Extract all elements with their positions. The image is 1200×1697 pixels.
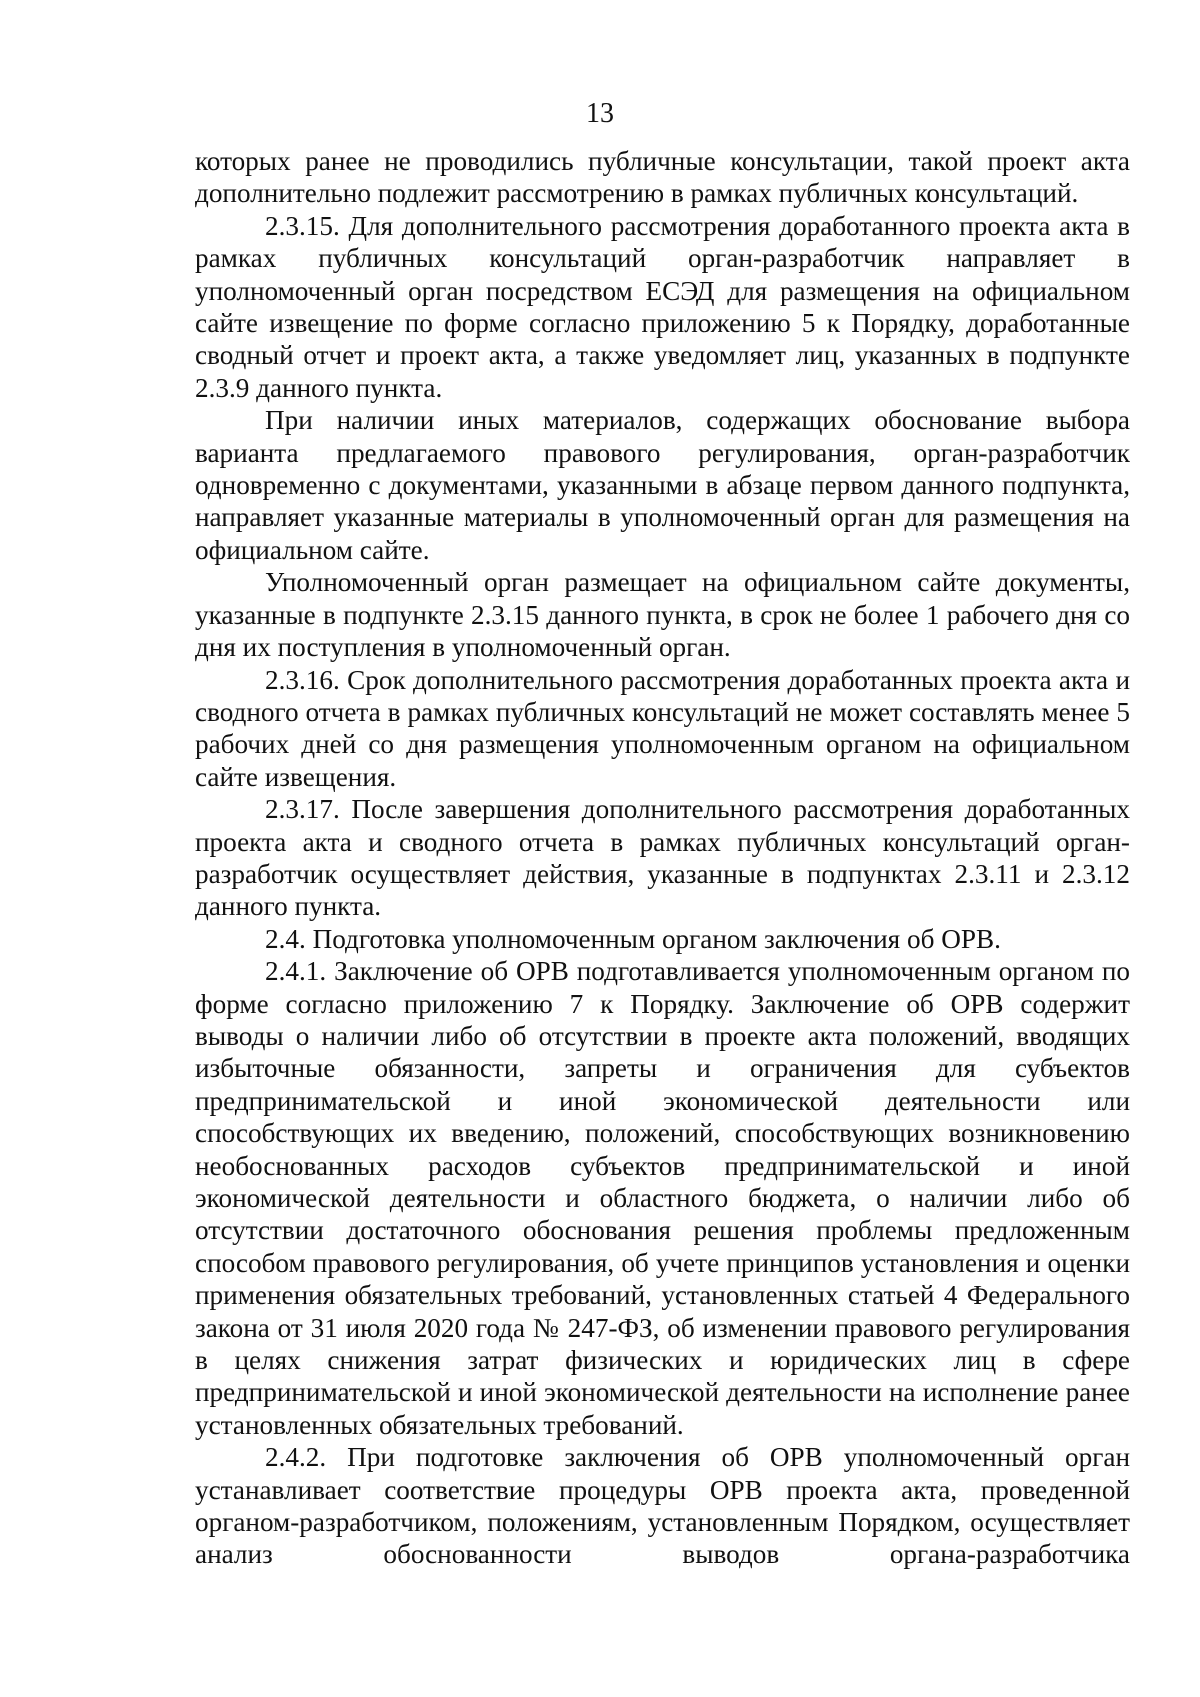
paragraph-2-3-15: 2.3.15. Для дополнительного рассмотрения доработанного проекта акта в рамках публичных консультаций орган-разработчик направляет в уполномоченный орган посредством ЕСЭД для размещения на официальном сайте извещение по форме согласно приложению 5 к Порядку, доработанные сводный отчет и проект акта, а также уведомляет лиц, указанных в подпункте 2.3.9 данного пункта. bbox=[195, 210, 1130, 403]
paragraph-2-3-17: 2.3.17. После завершения дополнительного рассмотрения доработанных проекта акта и сводного отчета в рамках публичных консультаций орган-разработчик осуществляет действия, указанные в подпунктах 2.3.11 и 2.3.12 данного пункта. bbox=[195, 794, 1130, 922]
paragraph-2-3-16: 2.3.16. Срок дополнительного рассмотрения доработанных проекта акта и сводного отчета в рамках публичных консультаций не может составлять менее 5 рабочих дней со дня размещения уполномоченным органом на официальном сайте извещения. bbox=[195, 664, 1130, 792]
paragraph-2-4-heading: 2.4. Подготовка уполномоченным органом заключения об ОРВ. bbox=[265, 923, 1001, 954]
paragraph-other-materials: При наличии иных материалов, содержащих обоснование выбора варианта предлагаемого правового регулирования, орган-разработчик одновременно с документами, указанными в абзаце первом данного подпункта, направляет указанные материалы в уполномоченный орган для размещения на официальном сайте. bbox=[195, 405, 1130, 565]
page-number: 13 bbox=[586, 98, 614, 129]
document-body bbox=[195, 145, 1130, 1571]
paragraph-2-4-1: 2.4.1. Заключение об ОРВ подготавливается уполномоченным органом по форме согласно приложению 7 к Порядку. Заключение об ОРВ содержит выводы о наличии либо об отсутствии в проекте акта положений, вводящих избыточные обязанности, запреты и ограничения для субъектов предпринимательской и иной экономической деятельности или способствующих их введению, положений, способствующих возникновению необоснованных расходов субъектов предпринимательской и иной экономической деятельности и областного бюджета, о наличии либо об отсутствии достаточного обоснования решения проблемы предложенным способом правового регулирования, об учете принципов установления и оценки применения обязательных требований, установленных статьей 4 Федерального закона от 31 июля 2020 года № 247-ФЗ, об изменении правового регулирования в целях снижения затрат физических и юридических лиц в сфере предпринимательской и иной экономической деятельности на исполнение ранее установленных обязательных требований. bbox=[195, 956, 1130, 1440]
paragraph-authorized-body-posts: Уполномоченный орган размещает на официальном сайте документы, указанные в подпункте 2.3.15 данного пункта, в срок не более 1 рабочего дня со дня их поступления в уполномоченный орган. bbox=[195, 567, 1130, 663]
paragraph-continuation: которых ранее не проводились публичные консультации, такой проект акта дополнительно подлежит рассмотрению в рамках публичных консультаций. bbox=[195, 146, 1130, 209]
paragraph-2-4-2: 2.4.2. При подготовке заключения об ОРВ уполномоченный орган устанавливает соответствие процедуры ОРВ проекта акта, проведенной органом-разработчиком, положениям, установленным Порядком, осуществляет анализ обоснованности выводов органа-разработчика bbox=[195, 1442, 1130, 1570]
